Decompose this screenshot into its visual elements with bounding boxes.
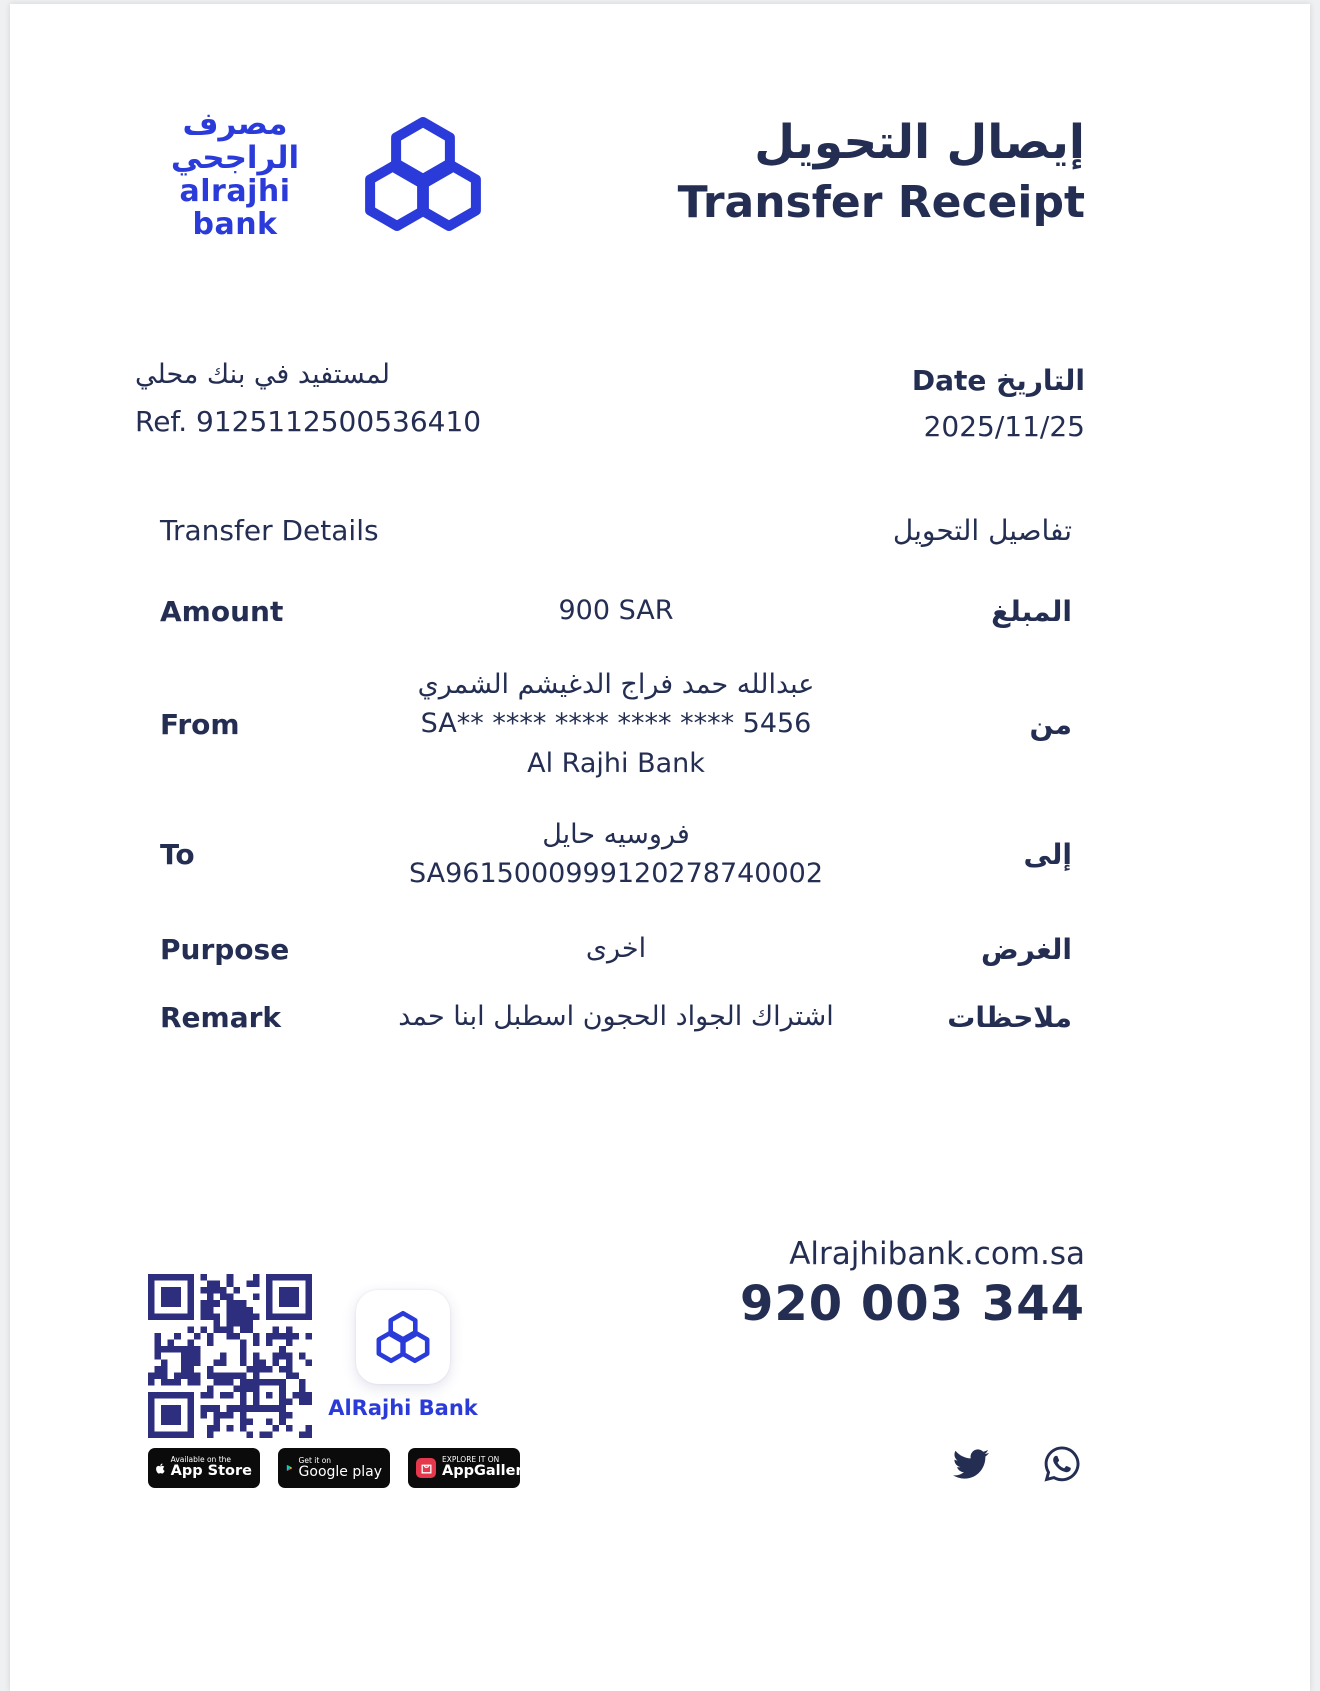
qr-code bbox=[148, 1274, 312, 1438]
remark-value: اشتراك الجواد الحجون اسطبل ابنا حمد bbox=[398, 1001, 834, 1033]
app-gallery-badge[interactable] bbox=[408, 1448, 533, 1488]
receipt-sheet bbox=[10, 4, 1310, 1691]
google-play-badge-bottom: Google play bbox=[298, 1463, 382, 1480]
from-value bbox=[340, 665, 892, 782]
bank-logo-wordmark bbox=[135, 107, 335, 241]
beneficiary-type-label: لمستفيد في بنك محلي bbox=[135, 359, 390, 390]
amount-label-en: Amount bbox=[160, 594, 284, 628]
alrajhi-palm-app-icon bbox=[371, 1309, 435, 1365]
bank-name-english: alrajhi bank bbox=[179, 174, 291, 243]
apple-icon bbox=[156, 1457, 165, 1480]
date-value: 2025/11/25 bbox=[923, 410, 1085, 443]
sender-bank: Al Rajhi Bank bbox=[527, 747, 705, 779]
google-play-badge[interactable] bbox=[278, 1448, 390, 1488]
reference-number: Ref. 9125112500536410 bbox=[135, 405, 482, 438]
alrajhi-palm-icon bbox=[353, 112, 493, 236]
details-header-en: Transfer Details bbox=[160, 513, 379, 547]
amount-label-ar: المبلغ bbox=[991, 594, 1072, 628]
social-icons bbox=[950, 1444, 1082, 1484]
twitter-icon[interactable] bbox=[950, 1446, 992, 1482]
bank-app-name: AlRajhi Bank bbox=[328, 1396, 478, 1420]
app-gallery-badge-bottom: AppGallery bbox=[442, 1463, 533, 1480]
to-value bbox=[340, 815, 892, 893]
amount-row bbox=[160, 589, 1072, 633]
purpose-row bbox=[160, 926, 1072, 972]
remark-label-en: Remark bbox=[160, 1000, 282, 1034]
beneficiary-iban: SA9615000999120278740002 bbox=[408, 858, 824, 889]
to-label-en: To bbox=[160, 837, 195, 871]
from-label-en: From bbox=[160, 707, 240, 741]
whatsapp-icon[interactable] bbox=[1042, 1444, 1082, 1484]
bank-website: Alrajhibank.com.sa bbox=[789, 1236, 1085, 1272]
page-title bbox=[678, 114, 1085, 232]
purpose-label-en: Purpose bbox=[160, 932, 290, 966]
app-store-badge-top: Available on the bbox=[170, 1455, 232, 1465]
details-header-row bbox=[160, 509, 1072, 551]
purpose-label-ar: الغرض bbox=[981, 932, 1072, 966]
remark-row bbox=[160, 994, 1072, 1040]
huawei-appgallery-icon bbox=[416, 1458, 436, 1478]
to-row bbox=[160, 806, 1072, 902]
purpose-value: اخرى bbox=[585, 933, 647, 965]
bank-logo bbox=[135, 104, 495, 244]
amount-value: 900 SAR bbox=[558, 595, 674, 627]
bank-name-arabic: مصرف الراجحي bbox=[170, 105, 300, 176]
bank-phone: 920 003 344 bbox=[739, 1276, 1085, 1332]
google-play-badge-top: Get it on bbox=[298, 1455, 332, 1465]
date-label: التاريخ Date bbox=[911, 364, 1085, 397]
store-badges bbox=[148, 1448, 533, 1488]
beneficiary-meta bbox=[135, 359, 481, 438]
bank-app-icon[interactable] bbox=[356, 1290, 450, 1384]
from-label-ar: من bbox=[1029, 707, 1072, 741]
page-title-english: Transfer Receipt bbox=[677, 176, 1085, 228]
date-meta bbox=[912, 364, 1085, 443]
sender-name: عبدالله حمد فراج الدغيشم الشمري bbox=[417, 669, 815, 701]
from-row bbox=[160, 654, 1072, 794]
beneficiary-name: فروسيه حايل bbox=[542, 818, 690, 850]
sender-account-masked: SA** **** **** **** **** 5456 bbox=[420, 708, 812, 740]
app-gallery-badge-top: EXPLORE IT ON bbox=[442, 1455, 500, 1465]
google-play-icon bbox=[286, 1458, 293, 1478]
to-label-ar: إلى bbox=[1023, 837, 1072, 871]
page-title-arabic: إيصال التحويل bbox=[754, 115, 1085, 170]
app-store-badge-bottom: App Store bbox=[170, 1463, 252, 1480]
app-store-badge[interactable] bbox=[148, 1448, 260, 1488]
remark-label-ar: ملاحظات bbox=[947, 1000, 1072, 1034]
details-header-ar: تفاصيل التحويل bbox=[892, 513, 1072, 547]
